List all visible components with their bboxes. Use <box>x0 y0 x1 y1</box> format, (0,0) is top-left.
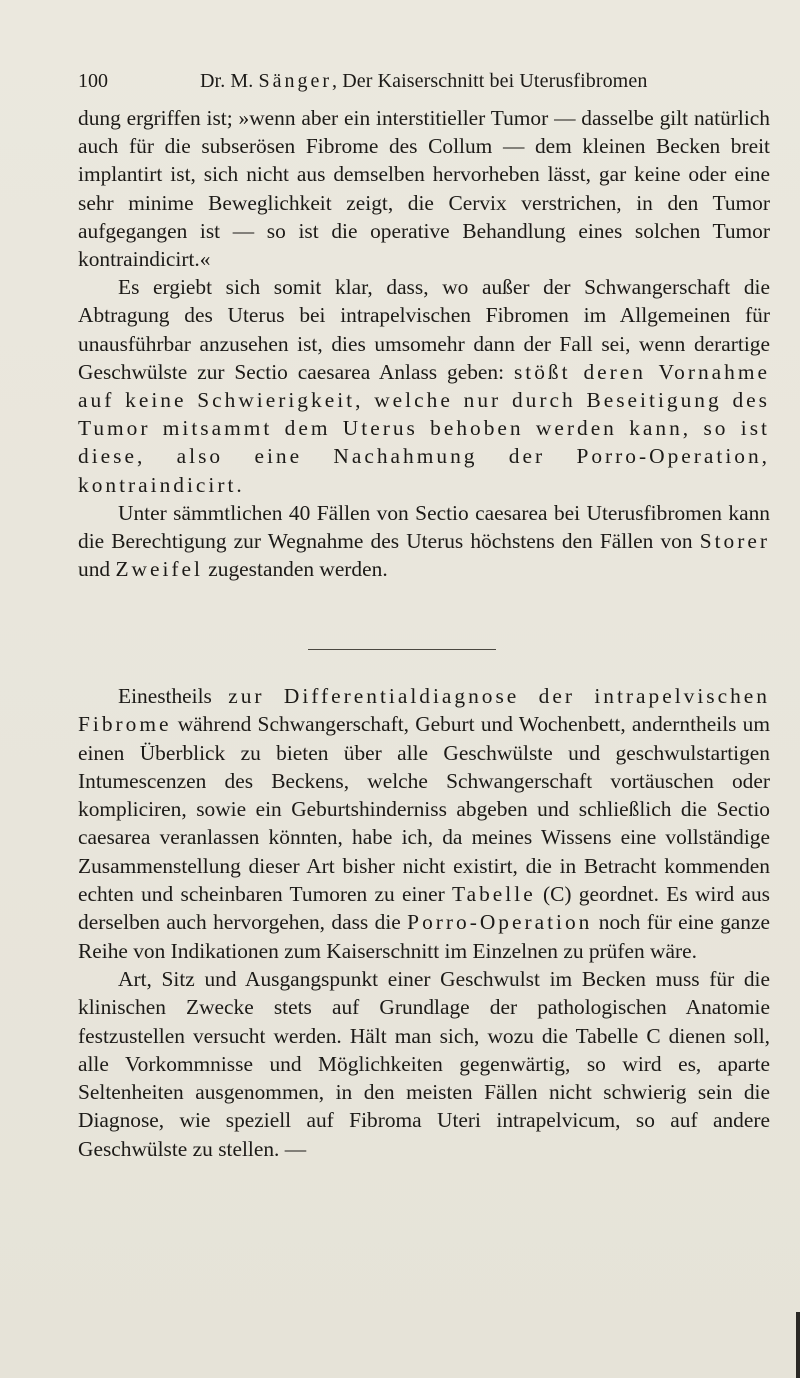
text-run: während Schwangerschaft, Geburt und Wochenbett, anderntheils um einen Überblick zu bieten über alle Geschwülste und geschwulstartigen Intumescenzen des Beckens, welche Schwangerschaft vortäuschen oder kompliciren, sowie ein Geburtshinderniss abgeben und schließlich die Sectio caesarea veranlassen könnten, habe ich, da meines Wissens eine vollständige Zusammenstellung dieser Art bisher nicht existirt, die in Betracht kommenden echten und scheinbaren Tumoren zu einer <box>78 712 770 907</box>
text-run: zugestanden werden. <box>202 557 388 582</box>
emphasis-tabelle: Tabelle <box>452 882 536 907</box>
emphasis-run: stößt deren Vornahme auf keine Schwierigkeit, welche nur durch Beseitigung des Tumor mitsammt dem Uterus behoben werden kann, so ist diese, also eine Nachahmung der Porro-Operation, kontraindicirt. <box>78 359 770 497</box>
paragraph-storer-zweifel <box>78 499 770 584</box>
title-rest: , Der Kaiserschnitt bei Uterusfibromen <box>332 70 648 92</box>
emphasis-storer: Storer <box>699 529 770 554</box>
author-prefix: Dr. M. <box>200 70 254 92</box>
running-header <box>78 66 758 96</box>
page-edge-shadow <box>796 1312 800 1378</box>
text-run: Einestheils <box>118 684 229 708</box>
text-run: Unter sämmtlichen 40 Fällen von Sectio caesarea bei Uterusfibromen kann die Berechtigung zur Wegnahme des Uterus höchstens den Fällen von <box>78 500 770 554</box>
text-run: Es ergiebt sich somit klar, dass, wo außer der Schwangerschaft die Abtragung des Uterus bei intrapelvischen Fibromen im Allgemeinen für unausführbar anzusehen ist, dies umsomehr dann der Fall sei, wenn derartige Geschwülste zur Sectio caesarea Anlass geben: <box>78 275 770 384</box>
text-run: (C) geordnet. Es wird aus derselben auch hervorgehen, dass die <box>78 882 770 935</box>
text-run: und <box>78 557 116 582</box>
emphasis-zweifel: Zweifel <box>115 557 203 582</box>
paragraph-conclusion <box>78 273 770 499</box>
text-run: dung ergriffen ist; »wenn aber ein interstitieller Tumor — dasselbe gilt natürlich auch für die subserösen Fibrome des Collum — dem kleinen Becken breit implantirt ist, sich nicht aus demselben hervorheben lässt, gar keine oder eine sehr minime Beweglichkeit zeigt, die Cervix verstrichen, in den Tumor aufgegangen ist — so ist die operative Behandlung eines solchen Tumor kontraindicirt.« <box>78 106 770 272</box>
author-name: Sänger <box>258 70 333 92</box>
emphasis-porro-operation: Porro-Operation <box>407 910 593 935</box>
paragraph-pathological-anatomy <box>78 965 770 1163</box>
text-run: noch für eine ganze Reihe von Indikationen zum Kaiserschnitt im Einzelnen zu prüfen wäre. <box>78 910 770 963</box>
running-title <box>200 66 647 96</box>
text-run: Art, Sitz und Ausgangspunkt einer Geschwulst im Becken muss für die klinischen Zwecke stets auf Grundlage der pathologischen Anatomie festzustellen versucht werden. Hält man sich, wozu die Tabelle C dienen soll, alle Vorkommnisse und Möglichkeiten gegenwärtig, so wird es, aparte Seltenheiten ausgenommen, in den meisten Fällen nicht schwierig sein die Diagnose, wie speziell auf Fibroma Uteri intrapelvicum, so auf andere Geschwülste zu stellen. — <box>78 966 770 1161</box>
section-divider <box>308 649 496 650</box>
page-number: 100 <box>78 70 108 92</box>
text-block-upper <box>78 104 770 583</box>
paragraph-continuation <box>78 104 770 273</box>
paragraph-differential-diagnosis <box>78 682 770 965</box>
text-block-lower <box>78 682 770 1163</box>
emphasis-run: zur Differentialdiagnose der intrapelvischen Fibrome <box>78 684 770 737</box>
